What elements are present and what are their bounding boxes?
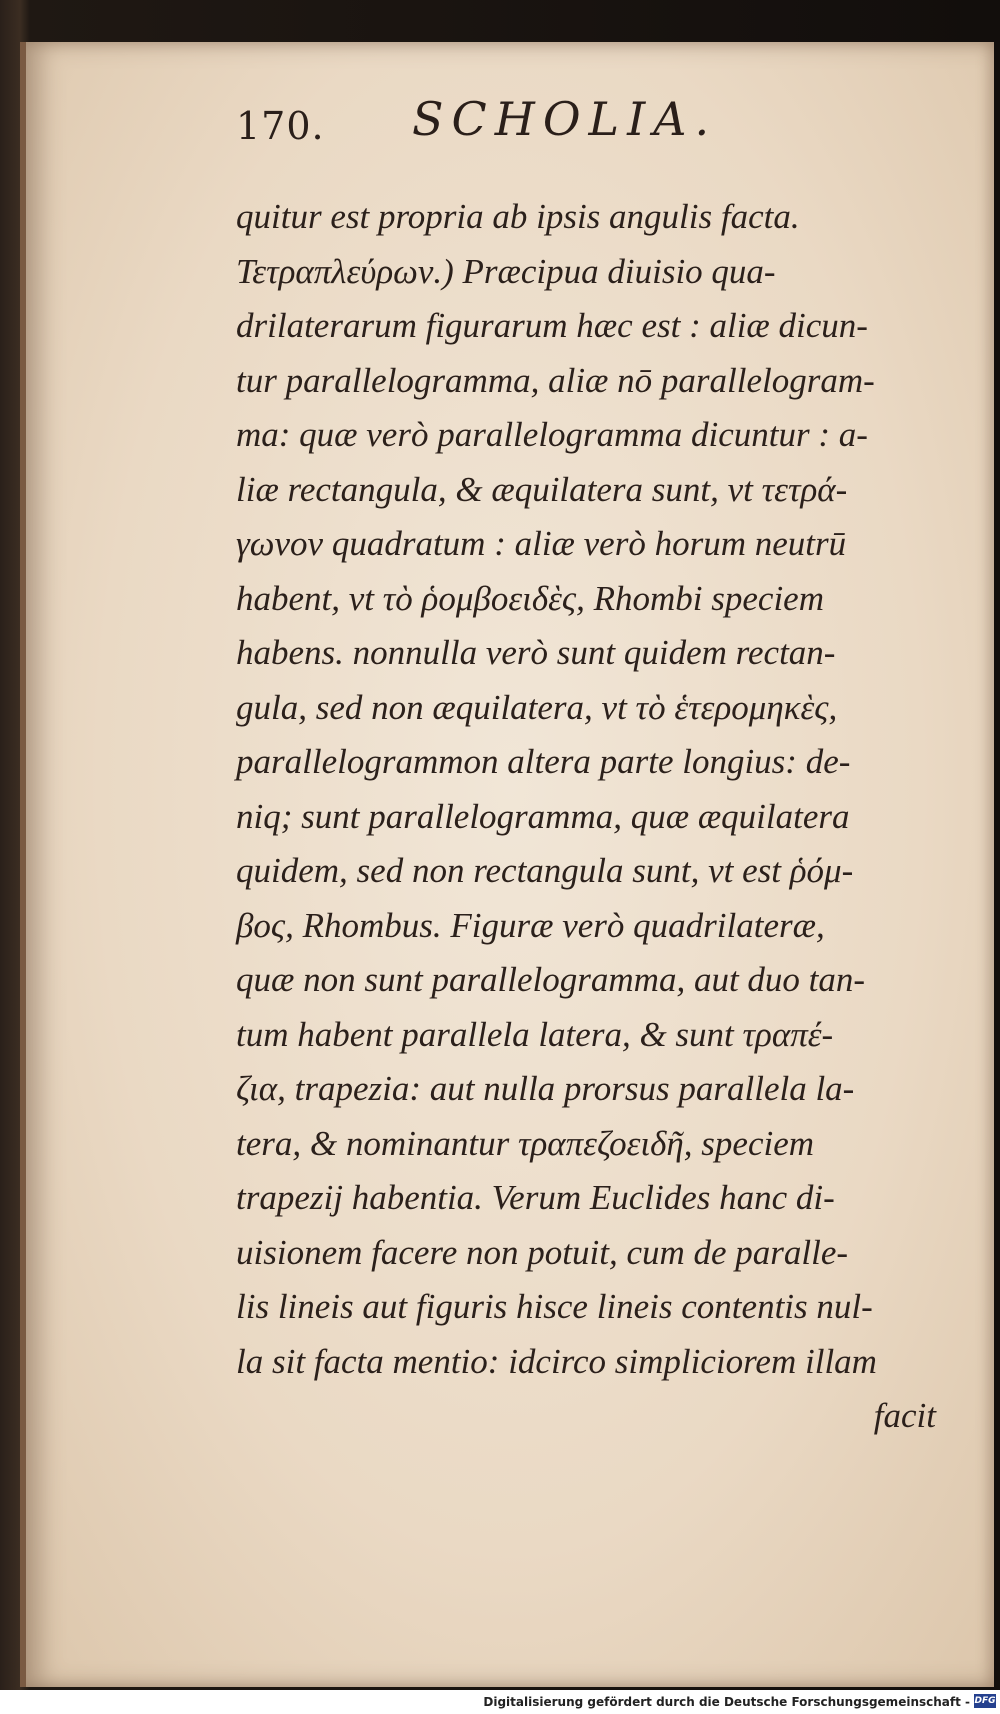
text-line: tum habent parallela latera, & sunt τραπέ- [236, 1014, 834, 1054]
page-number: 170. [236, 104, 325, 148]
text-line: trapezij habentia. Verum Euclides hanc di- [236, 1178, 835, 1217]
body-text [236, 190, 936, 1444]
text-line: tera, & nominantur τραπεζοειδῆ, speciem [236, 1123, 815, 1163]
text-line: gula, sed non æquilatera, vt τὸ ἑτερομηκὲς, [236, 687, 838, 727]
text-line: uisionem facere non potuit, cum de paralle- [236, 1232, 849, 1272]
text-line: tur parallelogramma, aliæ nō parallelogram- [236, 360, 875, 400]
dfg-logo: DFG [974, 1696, 996, 1706]
text-line: quæ non sunt parallelogramma, aut duo tan- [236, 960, 866, 999]
digitization-footer [0, 1690, 1000, 1714]
footer-credit: Digitalisierung gefördert durch die Deutsche Forschungsgemeinschaft - [483, 1695, 970, 1709]
text-line: habens. nonnulla verò sunt quidem rectan- [236, 633, 836, 672]
page-header [236, 90, 936, 170]
text-line: liæ rectangula, & æquilatera sunt, vt τετρά- [236, 469, 848, 509]
text-line: niq; sunt parallelogramma, quæ æquilatera [236, 796, 850, 836]
text-line: quitur est propria ab ipsis angulis facta. [236, 197, 800, 236]
text-line: ζια, trapezia: aut nulla prorsus parallela la- [236, 1069, 855, 1108]
text-line: Τετραπλεύρων.) Præcipua diuisio qua- [236, 251, 776, 291]
text-line: la sit facta mentio: idcirco simpliciorem illam [236, 1341, 877, 1381]
running-head: SCHOLIA. [412, 92, 718, 146]
text-line: drilaterarum figurarum hæc est : aliæ dicun- [236, 306, 868, 345]
text-line: ma: quæ verò parallelogramma dicuntur : a- [236, 415, 868, 454]
text-line: parallelogrammon altera parte longius: de- [236, 742, 851, 781]
text-line: lis lineis aut figuris hisce lineis contentis nul- [236, 1287, 873, 1326]
text-line: habent, vt τὸ ῥομβοειδὲς, Rhombi speciem [236, 578, 824, 618]
catchword: facit [873, 1396, 936, 1435]
text-line: γωνον quadratum : aliæ verò horum neutrū [236, 524, 847, 563]
text-line: quidem, sed non rectangula sunt, vt est ῥόμ- [236, 851, 854, 890]
text-line: βος, Rhombus. Figuræ verò quadrilateræ, [236, 905, 825, 945]
